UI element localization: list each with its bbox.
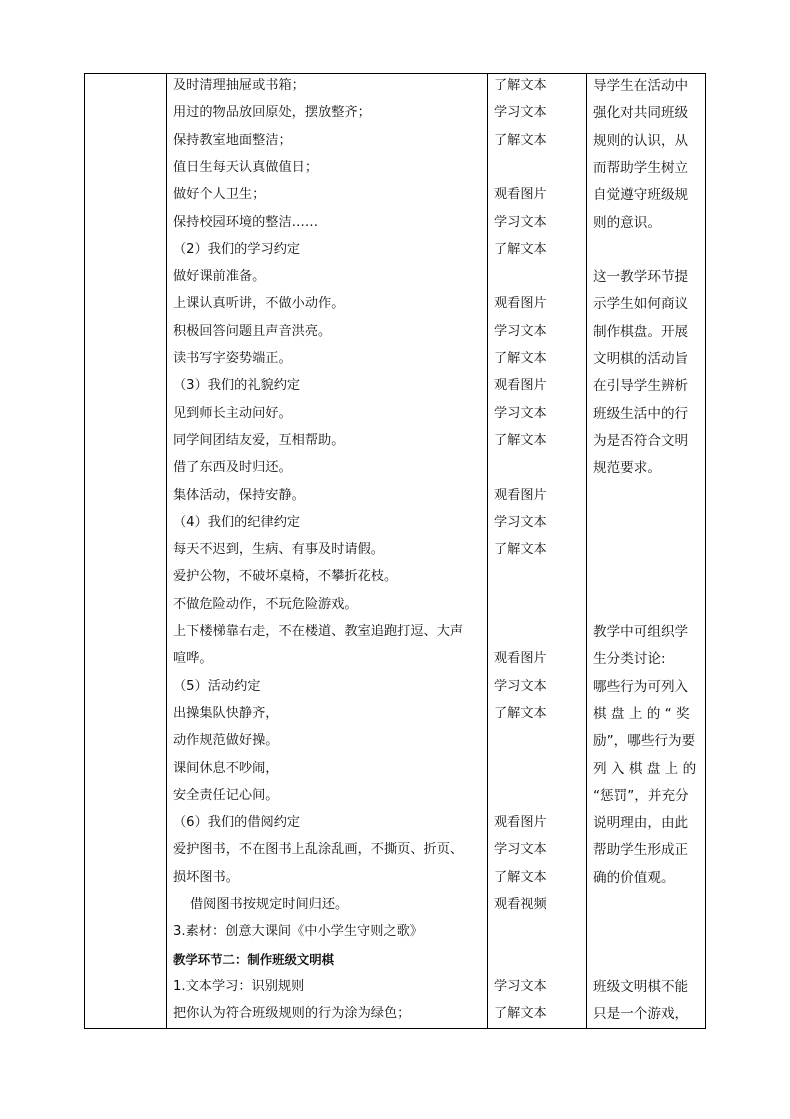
design-note-line: 为是否符合文明 xyxy=(593,432,689,449)
activity-label: 观看视频 xyxy=(494,897,547,912)
design-note-line: “惩罚”，并充分 xyxy=(593,787,689,804)
design-note-line: 在引导学生辨析 xyxy=(593,378,689,395)
design-note-line: 规范要求。 xyxy=(593,460,661,477)
content-line: 爱护公物，不破坏桌椅，不攀折花枝。 xyxy=(173,569,398,585)
activity-label: 了解文本 xyxy=(494,705,547,721)
content-line: 借阅图书按规定时间归还。 xyxy=(190,897,349,912)
activity-label: 了解文本 xyxy=(494,78,547,93)
table-divider-2 xyxy=(487,73,488,1029)
activity-label: 学习文本 xyxy=(494,105,547,121)
content-line: 做好课前准备。 xyxy=(173,269,266,285)
activity-label: 了解文本 xyxy=(494,432,547,448)
design-note-line: 示学生如何商议 xyxy=(593,296,689,313)
table-divider-3 xyxy=(586,73,587,1029)
design-note-line: 生分类讨论: xyxy=(593,651,666,668)
content-line: 同学间团结友爱，互相帮助。 xyxy=(173,432,345,448)
design-note-line: 班级文明棋不能 xyxy=(593,978,689,995)
design-note-line: 自觉遵守班级规 xyxy=(593,187,689,204)
activity-label: 学习文本 xyxy=(494,514,547,530)
design-note-line: 文明棋的活动旨 xyxy=(593,351,689,367)
activity-label: 学习文本 xyxy=(494,978,547,994)
content-line: （6）我们的借阅约定 xyxy=(173,815,301,831)
content-line: 读书写字姿势端正。 xyxy=(173,351,292,366)
activity-label: 学习文本 xyxy=(494,214,547,230)
design-note-line: 制作棋盘。开展 xyxy=(593,323,689,340)
design-note-line: 棋 盘 上 的 “ 奖 xyxy=(593,705,690,722)
table-border-bottom xyxy=(84,1028,706,1029)
design-note-line: 说明理由，由此 xyxy=(593,815,689,832)
content-line: 做好个人卫生； xyxy=(173,187,266,203)
content-line: （4）我们的纪律约定 xyxy=(173,514,301,530)
content-line: 积极回答问题且声音洪亮。 xyxy=(173,323,332,339)
table-border-left xyxy=(84,73,85,1029)
design-note-line: 哪些行为可列入 xyxy=(593,678,689,695)
content-line: 用过的物品放回原处，摆放整齐； xyxy=(173,105,371,121)
activity-label: 了解文本 xyxy=(494,351,547,366)
activity-label: 观看图片 xyxy=(494,815,547,831)
content-line: 出操集队快静齐， xyxy=(173,705,279,721)
activity-label: 观看图片 xyxy=(494,378,547,394)
content-line: 保持教室地面整洁； xyxy=(173,132,292,148)
activity-label: 了解文本 xyxy=(494,132,547,148)
table-border-right xyxy=(705,73,706,1029)
content-line: 把你认为符合班级规则的行为涂为绿色； xyxy=(173,1006,411,1022)
activity-label: 学习文本 xyxy=(494,678,547,694)
design-note-line: 列 入 棋 盘 上 的 xyxy=(593,760,697,777)
activity-label: 观看图片 xyxy=(494,651,547,667)
content-line: 上下楼梯靠右走，不在楼道、教室追跑打逗、大声 xyxy=(173,624,464,639)
content-line: 动作规范做好操。 xyxy=(173,733,279,749)
table-divider-1 xyxy=(166,73,167,1029)
content-line: 爱护图书，不在图书上乱涂乱画，不撕页、折页、 xyxy=(173,842,464,858)
content-line: 每天不迟到，生病、有事及时请假。 xyxy=(173,542,384,558)
activity-label: 观看图片 xyxy=(494,487,547,503)
activity-label: 学习文本 xyxy=(494,405,547,421)
content-line: 喧哗。 xyxy=(173,651,213,667)
content-line: 上课认真听讲，不做小动作。 xyxy=(173,296,345,312)
content-line: （2）我们的学习约定 xyxy=(173,241,301,257)
content-line: （5）活动约定 xyxy=(173,678,261,694)
content-line: 损坏图书。 xyxy=(173,869,239,885)
design-note-line: 帮助学生形成正 xyxy=(593,842,689,859)
content-line: （3）我们的礼貌约定 xyxy=(173,378,301,394)
activity-label: 了解文本 xyxy=(494,542,547,558)
activity-label: 观看图片 xyxy=(494,187,547,203)
activity-label: 了解文本 xyxy=(494,869,547,885)
design-note-line: 而帮助学生树立 xyxy=(593,159,689,176)
design-note-line: 教学中可组织学 xyxy=(593,624,689,640)
design-note-line: 导学生在活动中 xyxy=(593,78,689,94)
lesson-plan-table xyxy=(84,73,706,1029)
activity-label: 学习文本 xyxy=(494,842,547,858)
content-line: 不做危险动作，不玩危险游戏。 xyxy=(173,596,358,612)
content-line: 借了东西及时归还。 xyxy=(173,460,292,476)
design-note-line: 励”，哪些行为要 xyxy=(593,733,696,750)
content-line: 1.文本学习：识别规则 xyxy=(173,978,305,994)
content-line: 课间休息不吵闹， xyxy=(173,760,279,776)
design-note-line: 这一教学环节提 xyxy=(593,269,689,286)
content-line: 集体活动，保持安静。 xyxy=(173,487,305,503)
activity-label: 学习文本 xyxy=(494,323,547,339)
content-line: 安全责任记心间。 xyxy=(173,787,279,803)
design-note-line: 班级生活中的行 xyxy=(593,405,689,422)
design-note-line: 规则的认识，从 xyxy=(593,132,689,149)
content-line: 见到师长主动问好。 xyxy=(173,405,292,421)
content-line: 教学环节二：制作班级文明棋 xyxy=(173,951,335,967)
activity-label: 了解文本 xyxy=(494,241,547,257)
table-border-top xyxy=(84,73,706,74)
design-note-line: 只是一个游戏， xyxy=(593,1006,689,1023)
content-line: 值日生每天认真做值日； xyxy=(173,159,319,175)
activity-label: 了解文本 xyxy=(494,1006,547,1022)
design-note-line: 确的价值观。 xyxy=(593,869,675,886)
design-note-line: 则的意识。 xyxy=(593,214,661,231)
content-line: 保持校园环境的整洁…… xyxy=(173,214,319,230)
content-line: 3.素材：创意大课间《中小学生守则之歌》 xyxy=(173,924,423,940)
design-note-line: 强化对共同班级 xyxy=(593,105,689,122)
content-line: 及时清理抽屉或书箱； xyxy=(173,78,305,93)
activity-label: 观看图片 xyxy=(494,296,547,312)
